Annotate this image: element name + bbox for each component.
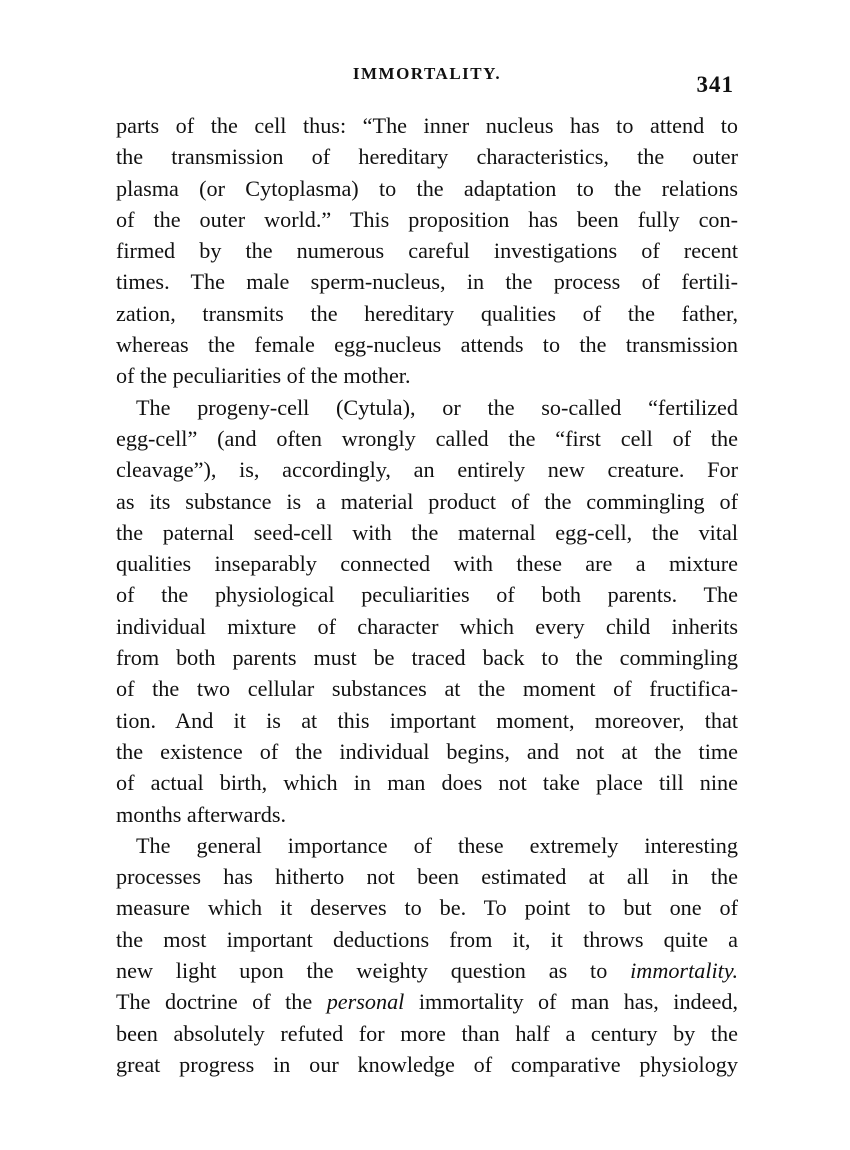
body-text: [116, 110, 738, 1080]
page-number: 341: [696, 72, 734, 97]
text-line: of the two cellular substances at the moment of fructifica-: [116, 676, 738, 702]
text-line: from both parents must be traced back to the commingling: [116, 645, 738, 671]
text-line: firmed by the numerous careful investigations of recent: [116, 238, 738, 264]
text-line: as its substance is a material product of the commingling of: [116, 488, 738, 514]
text-line: whereas the female egg-nucleus attends to the transmission: [116, 332, 738, 358]
text-line: parts of the cell thus: “The inner nucleus has to attend to: [116, 113, 738, 138]
text-line: of the physiological peculiarities of both parents. The: [116, 582, 738, 608]
text-line: plasma (or Cytoplasma) to the adaptation to the relations: [116, 175, 738, 201]
text-line: The doctrine of the personal immortality of man has, indeed,: [116, 989, 738, 1015]
text-line: the paternal seed-cell with the maternal egg-cell, the vital: [116, 519, 738, 545]
text-line: of the peculiarities of the mother.: [116, 363, 411, 389]
text-line: individual mixture of character which every child inherits: [116, 613, 738, 639]
text-line: cleavage”), is, accordingly, an entirely new creature. For: [116, 457, 738, 483]
text-line: measure which it deserves to be. To point to but one of: [116, 895, 738, 921]
text-line: the transmission of hereditary characteristics, the outer: [116, 144, 738, 170]
text-line: of the outer world.” This proposition has been fully con-: [116, 206, 738, 232]
italic-word: immortality.: [630, 958, 738, 984]
text-line: tion. And it is at this important moment, moreover, that: [116, 707, 738, 733]
running-title: IMMORTALITY.: [352, 64, 502, 83]
text-line: new light upon the weighty question as to immortality.: [116, 958, 738, 984]
text-line: the existence of the individual begins, and not at the time: [116, 738, 738, 764]
text-line: great progress in our knowledge of comparative physiology: [116, 1051, 738, 1077]
text-line: The progeny-cell (Cytula), or the so-called “fertilized: [136, 394, 738, 420]
text-line: The general importance of these extremely interesting: [136, 832, 738, 858]
text-line: qualities inseparably connected with these are a mixture: [116, 551, 738, 577]
text-line: egg-cell” (and often wrongly called the “first cell of the: [116, 425, 738, 451]
text-line: of actual birth, which in man does not take place till nine: [116, 770, 738, 796]
text-line: been absolutely refuted for more than half a century by the: [116, 1020, 738, 1046]
text-line: the most important deductions from it, it throws quite a: [116, 926, 738, 952]
text-line: months afterwards.: [116, 801, 287, 827]
text-line: times. The male sperm-nucleus, in the process of fertili-: [116, 269, 738, 295]
italic-word: personal: [326, 989, 405, 1015]
text-line: processes has hitherto not been estimated at all in the: [116, 864, 738, 890]
running-head: [116, 64, 738, 97]
text-line: zation, transmits the hereditary qualities of the father,: [116, 300, 738, 326]
